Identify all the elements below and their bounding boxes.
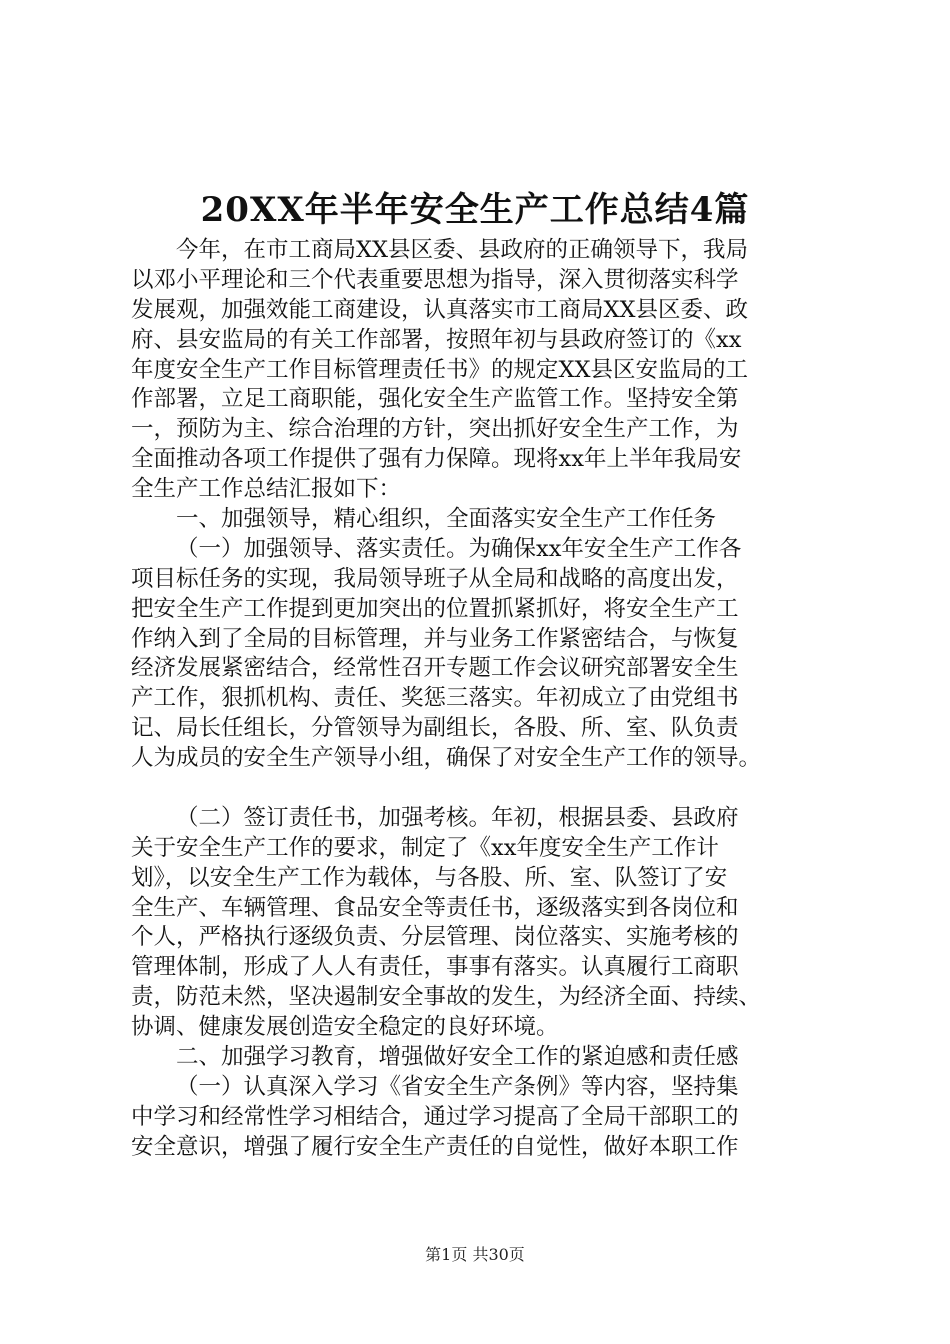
text-line: 关于安全生产工作的要求，制定了《xx年度安全生产工作计 (131, 834, 719, 861)
text-line: （二）签订责任书，加强考核。年初，根据县委、县政府 (176, 804, 739, 831)
text-line: 以邓小平理论和三个代表重要思想为指导，深入贯彻落实科学 (131, 266, 739, 293)
text-line: 今年，在市工商局XX县区委、县政府的正确领导下，我局 (176, 237, 749, 263)
text-line: 项目标任务的实现，我局领导班子从全局和战略的高度出发， (131, 565, 739, 592)
text-line: 一，预防为主、综合治理的方针，突出抓好安全生产工作，为 (131, 416, 739, 443)
text-line: 责，防范未然，坚决遏制安全事故的发生，为经济全面、持续、 (131, 984, 762, 1011)
text-line: 安全意识，增强了履行安全生产责任的自觉性，做好本职工作 (131, 1133, 739, 1160)
text-line: 中学习和经常性学习相结合，通过学习提高了全局干部职工的 (131, 1103, 739, 1130)
text-line: 把安全生产工作提到更加突出的位置抓紧抓好，将安全生产工 (131, 595, 739, 622)
section-heading: 一、加强领导，精心组织，全面落实安全生产工作任务 (176, 506, 717, 533)
text-line: 府、县安监局的有关工作部署，按照年初与县政府签订的《xx (131, 326, 742, 353)
blank-line (131, 774, 851, 804)
text-line: 全生产工作总结汇报如下： (131, 476, 402, 503)
text-line: 个人，严格执行逐级负责、分层管理、岗位落实、实施考核的 (131, 924, 739, 951)
text-line: 产工作，狠抓机构、责任、奖惩三落实。年初成立了由党组书 (131, 685, 739, 712)
text-line: 年度安全生产工作目标管理责任书》的规定XX县区安监局的工 (131, 356, 749, 383)
text-line: 协调、健康发展创造安全稳定的良好环境。 (131, 1014, 559, 1041)
text-line: 人为成员的安全生产领导小组，确保了对安全生产工作的领导。 (131, 745, 762, 772)
text-line: 发展观，加强效能工商建设，认真落实市工商局XX县区委、政 (131, 296, 749, 323)
text-line: （一）加强领导、落实责任。为确保xx年安全生产工作各 (176, 535, 742, 562)
document-body (131, 236, 851, 1163)
text-line: （一）认真深入学习《省安全生产条例》等内容，坚持集 (176, 1073, 739, 1100)
page-number: 第1页 共30页 (425, 1245, 525, 1264)
text-line: 管理体制，形成了人人有责任，事事有落实。认真履行工商职 (131, 954, 739, 981)
text-line: 划》，以安全生产工作为载体，与各股、所、室、队签订了安 (131, 864, 728, 891)
text-line: 全面推动各项工作提供了强有力保障。现将xx年上半年我局安 (131, 446, 742, 473)
text-line: 作纳入到了全局的目标管理，并与业务工作紧密结合，与恢复 (131, 625, 739, 652)
section-heading: 二、加强学习教育，增强做好安全工作的紧迫感和责任感 (176, 1044, 739, 1071)
text-line: 全生产、车辆管理、食品安全等责任书，逐级落实到各岗位和 (131, 894, 739, 921)
text-line: 记、局长任组长，分管领导为副组长，各股、所、室、队负责 (131, 715, 739, 742)
text-line: 作部署，立足工商职能，强化安全生产监管工作。坚持安全第 (131, 386, 739, 413)
document-title: 20XX年半年安全生产工作总结4篇 (200, 190, 750, 230)
text-line: 经济发展紧密结合，经常性召开专题工作会议研究部署安全生 (131, 655, 739, 682)
